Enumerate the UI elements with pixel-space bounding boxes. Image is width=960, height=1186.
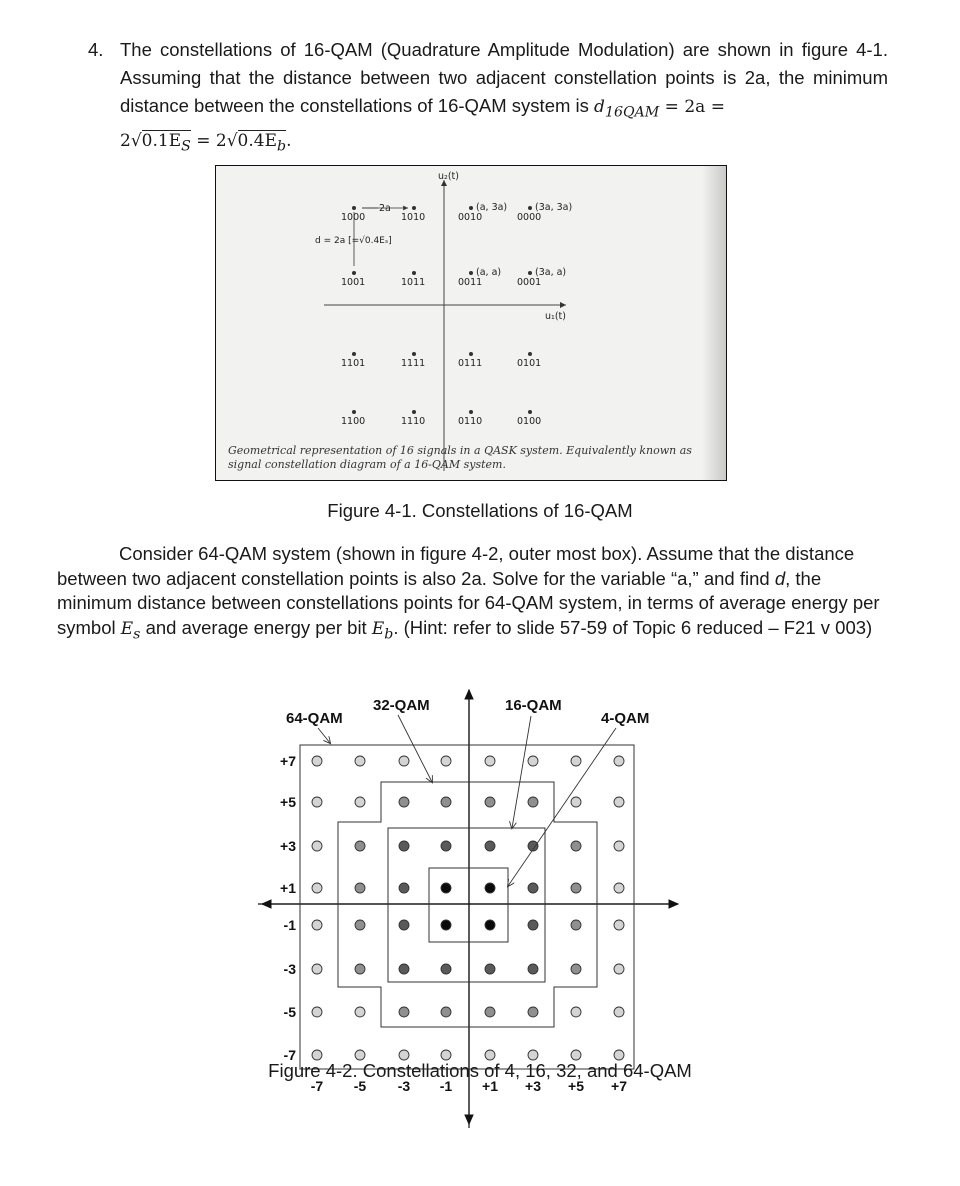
point-1110 — [412, 410, 416, 414]
point-qam64 — [312, 797, 322, 807]
point-qam64 — [312, 756, 322, 766]
point-qam16 — [399, 841, 409, 851]
point-1001 — [352, 271, 356, 275]
question-formula: $d_{16QAM} = 2a$ = $2√0.1E_S = 2√0.4E_b$. — [120, 97, 725, 155]
point-1011 — [412, 271, 416, 275]
point-0111 — [469, 352, 473, 356]
x-tick: +7 — [611, 1078, 627, 1094]
point-code-0001: 0001 — [517, 277, 542, 288]
point-qam64 — [355, 1007, 365, 1017]
label-32qam: 32-QAM — [373, 697, 430, 714]
point-qam32 — [571, 883, 581, 893]
point-code-0111: 0111 — [458, 358, 483, 369]
point-qam32 — [399, 797, 409, 807]
point-qam64 — [355, 797, 365, 807]
point-qam64 — [485, 756, 495, 766]
point-coord-0000: (3a, 3a) — [535, 202, 573, 213]
d-label: d = 2a [=√0.4Eₛ] — [315, 236, 392, 246]
point-qam32 — [571, 964, 581, 974]
point-1111 — [412, 352, 416, 356]
point-code-1001: 1001 — [341, 277, 366, 288]
point-qam32 — [355, 964, 365, 974]
figure-4-2-caption: Figure 4-2. Constellations of 4, 16, 32, and 64-QAM — [268, 1060, 692, 1081]
point-qam16 — [528, 920, 538, 930]
point-0110 — [469, 410, 473, 414]
point-code-0010: 0010 — [458, 212, 483, 223]
y-tick: +7 — [280, 753, 296, 769]
x-tick: +1 — [482, 1078, 498, 1094]
point-qam64 — [485, 1050, 495, 1060]
point-qam16 — [399, 964, 409, 974]
point-qam64 — [614, 797, 624, 807]
x-axis-label: u₁(t) — [545, 311, 566, 322]
point-qam16 — [441, 841, 451, 851]
point-code-0100: 0100 — [517, 416, 542, 427]
point-qam64 — [441, 756, 451, 766]
point-qam4 — [441, 920, 451, 930]
x-tick: -1 — [439, 1078, 453, 1094]
point-code-1100: 1100 — [341, 416, 366, 427]
point-0100 — [528, 410, 532, 414]
y-tick: -7 — [283, 1047, 296, 1063]
point-qam64 — [312, 1050, 322, 1060]
x-tick: -5 — [353, 1078, 367, 1094]
point-qam32 — [355, 920, 365, 930]
y-tick: -1 — [283, 917, 296, 933]
point-1101 — [352, 352, 356, 356]
point-qam64 — [441, 1050, 451, 1060]
box-64qam — [300, 745, 634, 1069]
point-1100 — [352, 410, 356, 414]
point-qam32 — [441, 797, 451, 807]
point-qam64 — [312, 964, 322, 974]
point-qam32 — [485, 1007, 495, 1017]
point-qam64 — [312, 883, 322, 893]
x-tick: +3 — [525, 1078, 541, 1094]
y-tick: -5 — [283, 1004, 296, 1020]
point-qam64 — [571, 756, 581, 766]
point-coord-0001: (3a, a) — [535, 267, 567, 278]
point-coord-0011: (a, a) — [476, 267, 502, 278]
y-tick: -3 — [283, 961, 296, 977]
point-1000 — [352, 206, 356, 210]
point-qam32 — [441, 1007, 451, 1017]
box-16qam — [388, 828, 545, 982]
point-qam16 — [528, 964, 538, 974]
pointer-16qam — [512, 716, 531, 828]
point-code-0011: 0011 — [458, 277, 483, 288]
y-axis-label: u₂(t) — [438, 171, 459, 182]
figure-16qam — [215, 165, 727, 481]
point-code-1110: 1110 — [401, 416, 426, 427]
point-qam4 — [485, 920, 495, 930]
point-qam64 — [614, 920, 624, 930]
point-qam64 — [614, 1050, 624, 1060]
point-0001 — [528, 271, 532, 275]
point-0010 — [469, 206, 473, 210]
figure-4-1-caption: Figure 4-1. Constellations of 16-QAM — [327, 500, 633, 521]
point-qam16 — [528, 883, 538, 893]
point-qam32 — [528, 797, 538, 807]
y-tick: +5 — [280, 794, 296, 810]
point-qam64 — [355, 756, 365, 766]
point-qam16 — [399, 883, 409, 893]
point-0000 — [528, 206, 532, 210]
qam-points — [312, 756, 624, 1060]
point-qam32 — [528, 1007, 538, 1017]
figure-16qam-caption: Geometrical representation of 16 signals in a QASK system. Equivalently known as signal constellation diagram of a 16-QAM system. — [228, 444, 692, 471]
pointer-64qam — [318, 728, 330, 743]
point-qam4 — [441, 883, 451, 893]
point-code-1111: 1111 — [401, 358, 426, 369]
point-qam64 — [312, 920, 322, 930]
point-qam32 — [355, 841, 365, 851]
point-qam16 — [441, 964, 451, 974]
point-qam32 — [399, 1007, 409, 1017]
point-qam64 — [312, 1007, 322, 1017]
label-4qam: 4-QAM — [601, 710, 650, 727]
point-qam64 — [614, 841, 624, 851]
point-qam16 — [399, 920, 409, 930]
figure-16qam-plot — [216, 166, 726, 480]
point-1010 — [412, 206, 416, 210]
point-coord-0010: (a, 3a) — [476, 202, 508, 213]
pointer-4qam — [508, 728, 616, 886]
y-tick: +3 — [280, 838, 296, 854]
point-qam64 — [614, 756, 624, 766]
label-16qam: 16-QAM — [505, 697, 562, 714]
point-qam32 — [485, 797, 495, 807]
x-tick: -3 — [397, 1078, 411, 1094]
point-qam16 — [485, 964, 495, 974]
point-qam64 — [614, 883, 624, 893]
point-qam32 — [571, 841, 581, 851]
point-qam64 — [571, 1007, 581, 1017]
point-qam64 — [355, 1050, 365, 1060]
point-qam64 — [614, 1007, 624, 1017]
point-code-0101: 0101 — [517, 358, 542, 369]
x-tick: -7 — [310, 1078, 324, 1094]
point-code-1011: 1011 — [401, 277, 426, 288]
question-text: The constellations of 16-QAM (Quadrature Amplitude Modulation) are shown in figure 4-1. Assuming that the distance between two adjacent constellation points is 2a, the minimum distance between the constellations of 16-QAM system is — [120, 39, 888, 116]
point-qam64 — [614, 964, 624, 974]
point-code-0110: 0110 — [458, 416, 483, 427]
point-qam64 — [571, 1050, 581, 1060]
point-qam64 — [399, 1050, 409, 1060]
label-64qam: 64-QAM — [286, 710, 343, 727]
question-body — [120, 36, 888, 161]
point-0011 — [469, 271, 473, 275]
point-qam64 — [528, 1050, 538, 1060]
point-code-0000: 0000 — [517, 212, 542, 223]
point-qam32 — [355, 883, 365, 893]
question-4 — [88, 36, 888, 161]
problem-paragraph: Consider 64-QAM system (shown in figure 4-2, outer most box). Assume that the distance between two adjacent constellation points is also 2a. Solve for the variable “a,” and find d, the minimum distance between constellations points for 64-QAM system, in terms of average energy per symbol $E_s$ and average energy per bit $E_b$. (Hint: refer to slide 57-59 of Topic 6 reduced – F21 v 003) — [57, 543, 880, 642]
point-qam64 — [399, 756, 409, 766]
point-code-1101: 1101 — [341, 358, 366, 369]
y-tick: +1 — [280, 880, 296, 896]
spacing-label: 2a — [379, 203, 391, 214]
point-code-1000: 1000 — [341, 212, 366, 223]
point-code-1010: 1010 — [401, 212, 426, 223]
pointer-32qam — [398, 715, 432, 782]
point-0101 — [528, 352, 532, 356]
point-qam4 — [485, 883, 495, 893]
point-qam64 — [528, 756, 538, 766]
x-tick: +5 — [568, 1078, 584, 1094]
point-qam32 — [571, 920, 581, 930]
point-qam16 — [485, 841, 495, 851]
point-qam64 — [571, 797, 581, 807]
point-qam64 — [312, 841, 322, 851]
question-number: 4. — [88, 39, 104, 60]
